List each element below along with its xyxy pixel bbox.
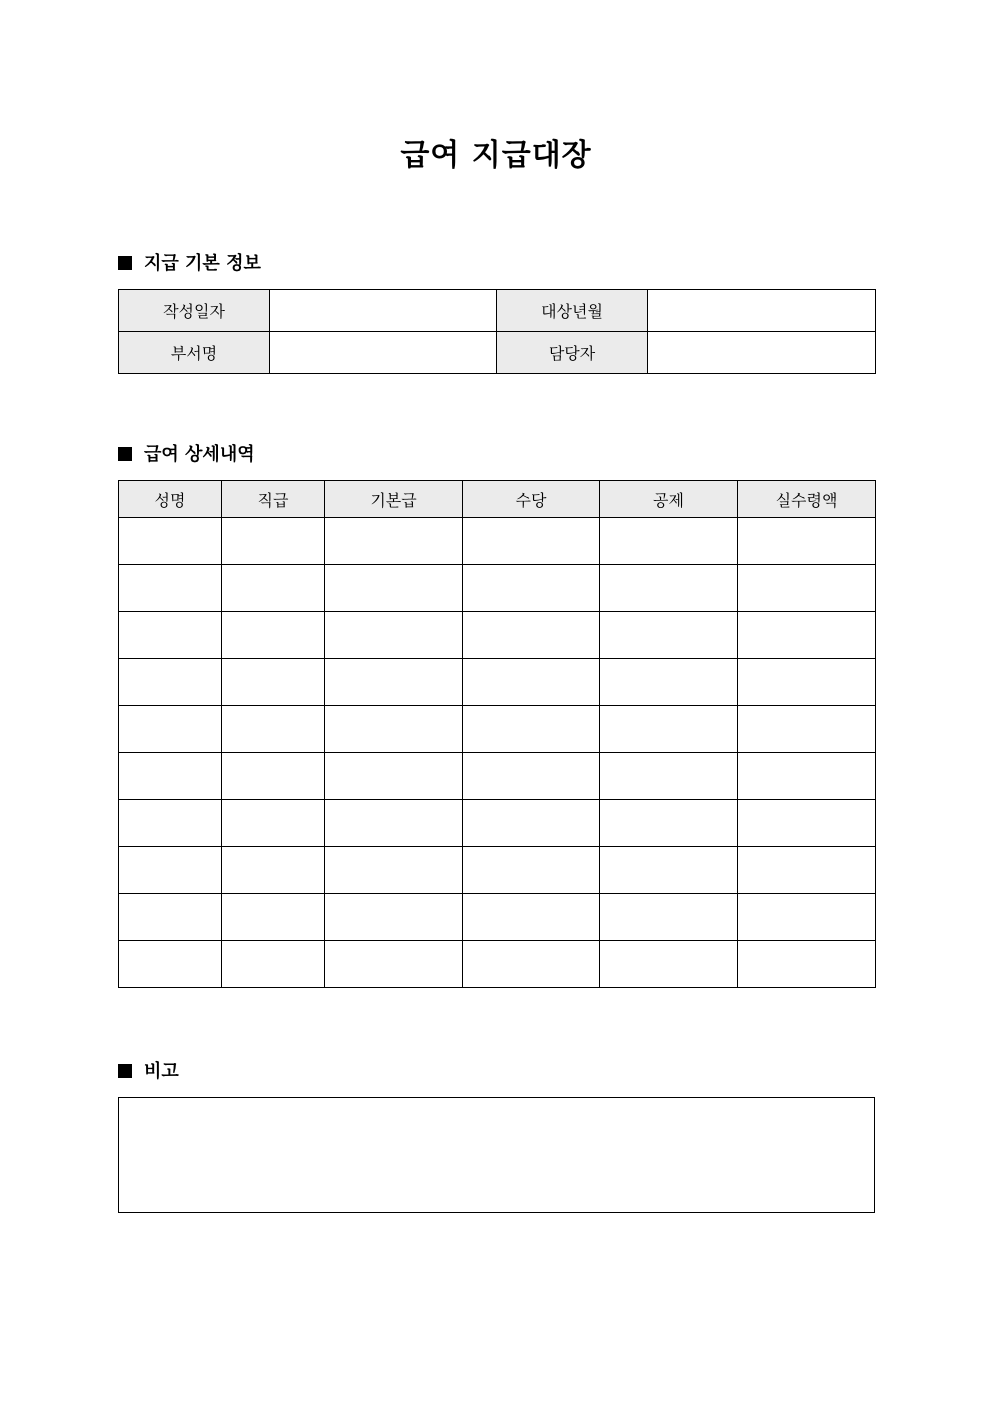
column-header-deduction: 공제	[600, 481, 738, 518]
table-cell-base-pay[interactable]	[325, 659, 463, 706]
table-cell-allowance[interactable]	[463, 659, 600, 706]
table-cell-name[interactable]	[119, 565, 222, 612]
table-cell-net-pay[interactable]	[738, 518, 876, 565]
table-cell-name[interactable]	[119, 659, 222, 706]
info-field-manager[interactable]	[648, 332, 876, 374]
table-row	[119, 847, 876, 894]
info-label-department: 부서명	[119, 332, 270, 374]
square-bullet-icon	[118, 447, 132, 461]
table-row	[119, 332, 876, 374]
table-cell-position[interactable]	[222, 706, 325, 753]
column-header-name: 성명	[119, 481, 222, 518]
table-cell-position[interactable]	[222, 941, 325, 988]
table-cell-name[interactable]	[119, 800, 222, 847]
column-header-base-pay: 기본급	[325, 481, 463, 518]
table-cell-allowance[interactable]	[463, 612, 600, 659]
table-cell-net-pay[interactable]	[738, 847, 876, 894]
table-cell-position[interactable]	[222, 659, 325, 706]
table-cell-name[interactable]	[119, 753, 222, 800]
salary-details-body	[119, 518, 876, 988]
table-cell-net-pay[interactable]	[738, 894, 876, 941]
table-cell-allowance[interactable]	[463, 565, 600, 612]
table-cell-base-pay[interactable]	[325, 565, 463, 612]
table-row	[119, 518, 876, 565]
table-cell-allowance[interactable]	[463, 800, 600, 847]
table-cell-name[interactable]	[119, 894, 222, 941]
table-cell-allowance[interactable]	[463, 518, 600, 565]
table-row	[119, 800, 876, 847]
table-cell-base-pay[interactable]	[325, 800, 463, 847]
table-cell-position[interactable]	[222, 753, 325, 800]
square-bullet-icon	[118, 256, 132, 270]
table-cell-deduction[interactable]	[600, 518, 738, 565]
table-cell-net-pay[interactable]	[738, 612, 876, 659]
table-cell-deduction[interactable]	[600, 800, 738, 847]
table-cell-deduction[interactable]	[600, 847, 738, 894]
table-header-row	[119, 481, 876, 518]
table-cell-name[interactable]	[119, 612, 222, 659]
table-row	[119, 941, 876, 988]
section-heading-remarks	[118, 1060, 179, 1084]
table-cell-allowance[interactable]	[463, 941, 600, 988]
table-cell-position[interactable]	[222, 565, 325, 612]
table-row	[119, 290, 876, 332]
info-label-target-month: 대상년월	[497, 290, 648, 332]
section-heading-salary-details	[118, 443, 255, 467]
table-cell-base-pay[interactable]	[325, 706, 463, 753]
salary-details-table	[118, 480, 876, 988]
table-cell-net-pay[interactable]	[738, 941, 876, 988]
square-bullet-icon	[118, 1064, 132, 1078]
table-row	[119, 753, 876, 800]
table-cell-position[interactable]	[222, 800, 325, 847]
section-heading-label: 지급 기본 정보	[144, 253, 261, 274]
table-cell-net-pay[interactable]	[738, 706, 876, 753]
section-heading-basic-info	[118, 252, 261, 276]
table-row	[119, 565, 876, 612]
table-cell-deduction[interactable]	[600, 612, 738, 659]
page-title: 급여 지급대장	[400, 138, 592, 173]
section-heading-label: 급여 상세내역	[144, 444, 255, 465]
table-cell-deduction[interactable]	[600, 565, 738, 612]
info-label-manager: 담당자	[497, 332, 648, 374]
table-cell-name[interactable]	[119, 706, 222, 753]
table-cell-base-pay[interactable]	[325, 518, 463, 565]
table-row	[119, 612, 876, 659]
table-cell-position[interactable]	[222, 518, 325, 565]
table-cell-name[interactable]	[119, 518, 222, 565]
column-header-allowance: 수당	[463, 481, 600, 518]
table-cell-base-pay[interactable]	[325, 847, 463, 894]
table-cell-base-pay[interactable]	[325, 753, 463, 800]
table-cell-position[interactable]	[222, 894, 325, 941]
table-cell-position[interactable]	[222, 847, 325, 894]
table-cell-deduction[interactable]	[600, 894, 738, 941]
table-cell-deduction[interactable]	[600, 753, 738, 800]
table-cell-deduction[interactable]	[600, 941, 738, 988]
basic-info-table	[118, 289, 876, 374]
table-row	[119, 706, 876, 753]
table-cell-net-pay[interactable]	[738, 753, 876, 800]
section-heading-label: 비고	[144, 1061, 179, 1082]
info-field-department[interactable]	[270, 332, 497, 374]
table-cell-base-pay[interactable]	[325, 894, 463, 941]
table-cell-deduction[interactable]	[600, 706, 738, 753]
column-header-position: 직급	[222, 481, 325, 518]
table-cell-position[interactable]	[222, 612, 325, 659]
table-cell-name[interactable]	[119, 847, 222, 894]
remarks-box[interactable]	[118, 1097, 875, 1213]
table-row	[119, 894, 876, 941]
table-cell-net-pay[interactable]	[738, 565, 876, 612]
info-label-created-date: 작성일자	[119, 290, 270, 332]
table-row	[119, 659, 876, 706]
table-cell-net-pay[interactable]	[738, 659, 876, 706]
column-header-net-pay: 실수령액	[738, 481, 876, 518]
table-cell-net-pay[interactable]	[738, 800, 876, 847]
table-cell-allowance[interactable]	[463, 847, 600, 894]
table-cell-deduction[interactable]	[600, 659, 738, 706]
info-field-target-month[interactable]	[648, 290, 876, 332]
table-cell-base-pay[interactable]	[325, 612, 463, 659]
table-cell-allowance[interactable]	[463, 706, 600, 753]
table-cell-allowance[interactable]	[463, 894, 600, 941]
info-field-created-date[interactable]	[270, 290, 497, 332]
table-cell-name[interactable]	[119, 941, 222, 988]
table-cell-allowance[interactable]	[463, 753, 600, 800]
table-cell-base-pay[interactable]	[325, 941, 463, 988]
